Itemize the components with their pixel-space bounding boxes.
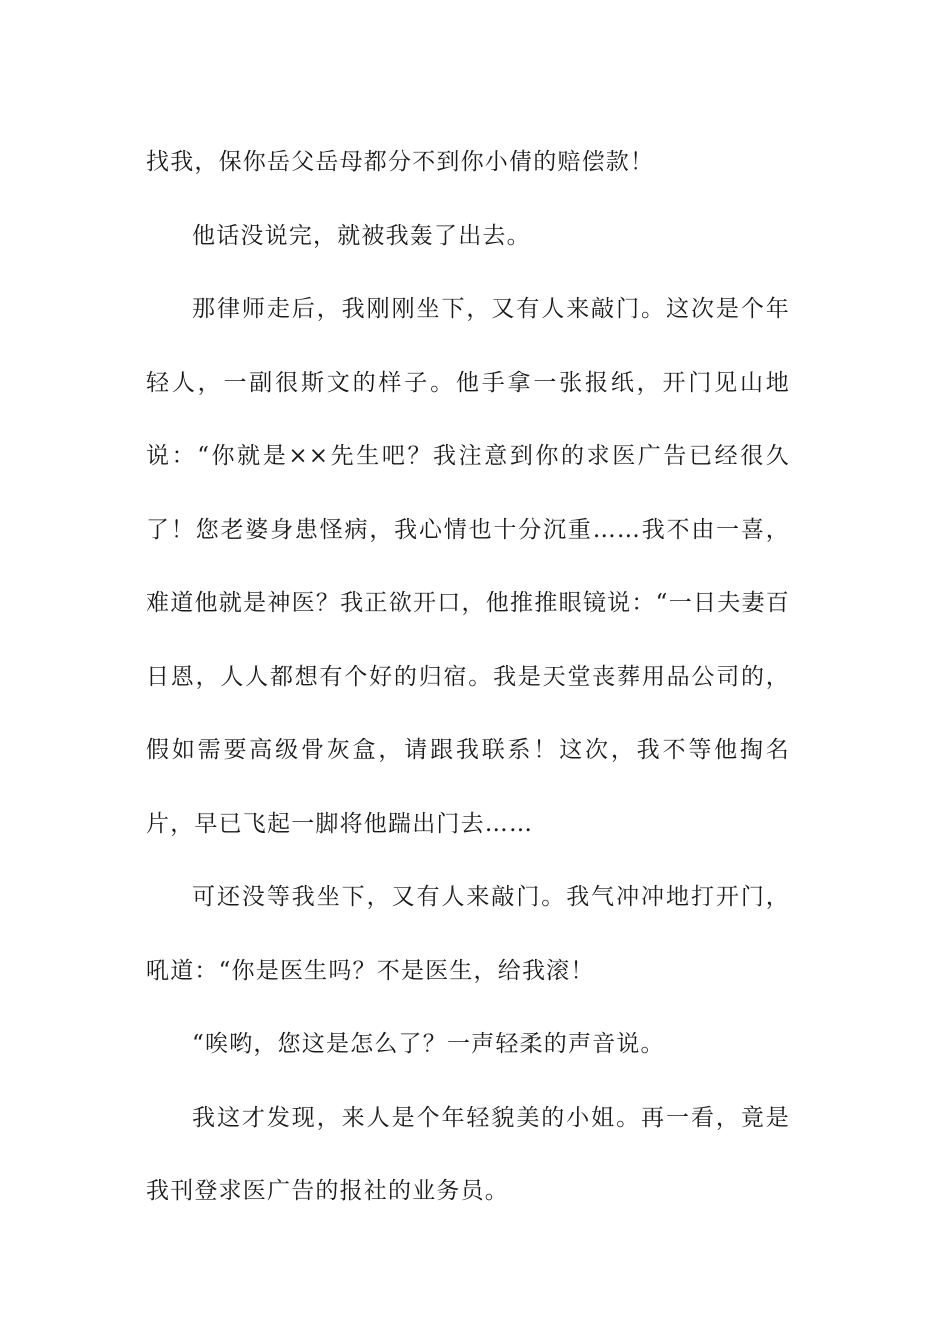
document-body <box>146 126 790 1229</box>
paragraph-6: 我这才发现，来人是个年轻貌美的小姐。再一看，竟是我刊登求医广告的报社的业务员。 <box>146 1104 790 1204</box>
paragraph-5: “唉哟，您这是怎么了？一声轻柔的声音说。 <box>192 1031 665 1057</box>
paragraph-4: 可还没等我坐下，又有人来敲门。我气冲冲地打开门，吼道：“你是医生吗？不是医生，给我滚！ <box>146 884 790 984</box>
paragraph-1: 找我，保你岳父岳母都分不到你小倩的赔偿款！ <box>146 149 655 175</box>
paragraph-2: 他话没说完，就被我轰了出去。 <box>192 222 531 249</box>
paragraph-3: 那律师走后，我刚刚坐下，又有人来敲门。这次是个年轻人，一副很斯文的样子。他手拿一张报纸，开门见山地说：“你就是××先生吧？我注意到你的求医广告已经很久了！您老婆身患怪病，我心情也十分沉重……我不由一喜，难道他就是神医？我正欲开口，他推推眼镜说：“一日夫妻百日恩，人人都想有个好的归宿。我是天堂丧葬用品公司的，假如需要高级骨灰盒，请跟我联系！这次，我不等他掏名片，早已飞起一脚将他踹出门去…… <box>146 296 790 837</box>
